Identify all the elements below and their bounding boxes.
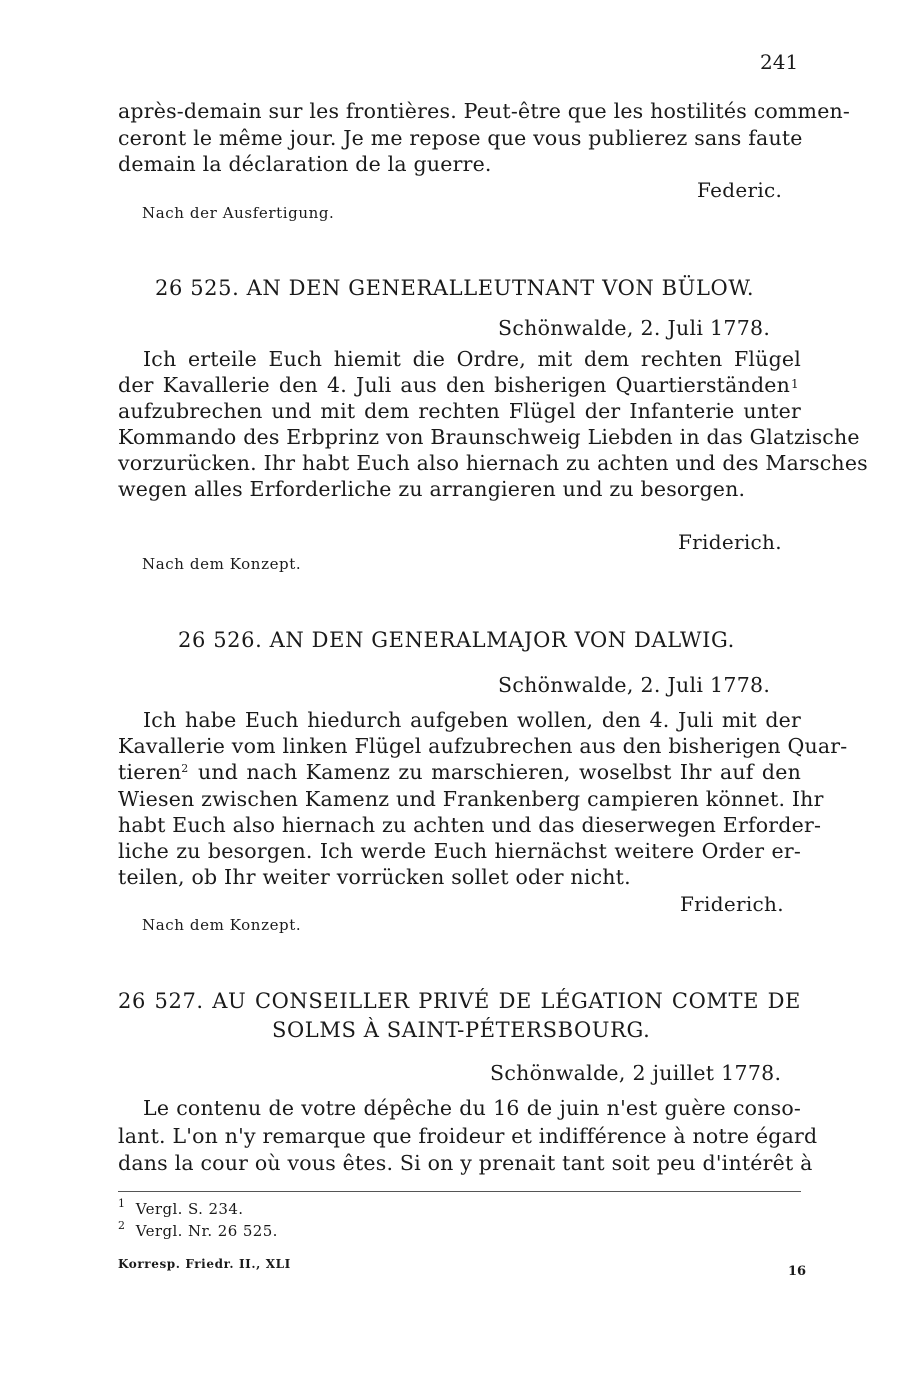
text-line: habt Euch also hiernach zu achten und das dieserwegen Erforder- [118, 813, 822, 837]
letter-heading: 26 527. AU CONSEILLER PRIVÉ DE LÉGATION COMTE DE [118, 989, 801, 1013]
footnote [118, 1219, 278, 1240]
footnote-ref: 2 [181, 762, 189, 775]
source-note: Nach dem Konzept. [142, 916, 302, 934]
source-note: Nach der Ausfertigung. [142, 204, 335, 222]
text-line: tieren$^2$ [118, 760, 189, 784]
text-line: Kavallerie vom linken Flügel aufzubrechen aus den bisherigen Quar- [118, 734, 848, 758]
place-date: Schönwalde, 2. Juli 1778. [498, 673, 771, 697]
text-line: vorzurücken. Ihr habt Euch also hiernach zu achten und des Marsches [118, 451, 868, 475]
text-line: Le contenu de votre dépêche du 16 de juin n'est guère conso- [143, 1096, 801, 1120]
signature: Friderich. [680, 892, 784, 916]
footnote-divider [118, 1191, 801, 1192]
text-line: Kommando des Erbprinz von Braunschweig Liebden in das Glatzische [118, 425, 860, 449]
footnote-mark: 1 [118, 1197, 126, 1210]
text-line: après-demain sur les frontières. Peut-être que les hostilités commen- [118, 99, 851, 123]
footnote-text: Vergl. Nr. 26 525. [135, 1222, 278, 1240]
text-line: wegen alles Erforderliche zu arrangieren und zu besorgen. [118, 477, 746, 501]
text-line: und nach Kamenz zu marschieren, woselbst Ihr auf den [198, 760, 801, 784]
text-line: Ich habe Euch hiedurch aufgeben wollen, den 4. Juli mit der [143, 708, 801, 732]
source-note: Nach dem Konzept. [142, 555, 302, 573]
signature-mark: Korresp. Friedr. II., XLI [118, 1257, 291, 1271]
text-line: Wiesen zwischen Kamenz und Frankenberg campieren könnet. Ihr [118, 787, 824, 811]
footnote-text: Vergl. S. 234. [135, 1200, 244, 1218]
text-line: Ich erteile Euch hiemit die Ordre, mit dem rechten Flügel [143, 347, 801, 371]
text-line: der Kavallerie den 4. Juli aus den bisherigen Quartierständen [118, 373, 790, 397]
place-date: Schönwalde, 2. Juli 1778. [498, 316, 771, 340]
signature: Friderich. [678, 530, 782, 554]
footnote [118, 1197, 244, 1218]
text-line: lant. L'on n'y remarque que froideur et indifférence à notre égard [118, 1124, 818, 1148]
letter-heading: SOLMS À SAINT-PÉTERSBOURG. [272, 1018, 651, 1042]
text-line: liche zu besorgen. Ich werde Euch hiernächst weitere Order er- [118, 839, 801, 863]
sheet-number: 16 [788, 1264, 807, 1279]
letter-heading: 26 526. AN DEN GENERALMAJOR VON DALWIG. [178, 628, 735, 652]
signature: Federic. [697, 178, 783, 202]
letter-heading: 26 525. AN DEN GENERALLEUTNANT VON BÜLOW. [155, 276, 755, 300]
document-page: 241 après-demain sur les frontières. Peut-être que les hostilités commen- ceront le même jour. Je me repose que vous publierez sans faute demain la déclaration de la guerre. Federic. Nach der Ausfertigung. 26 525. AN DEN GENERALLEUTNANT VON BÜLOW. Schönwalde, 2. Juli 1778. Ich erteile Euch hiemit die Ordre, mit dem rechten Flügel der Kavallerie den 4. Juli aus den bisherigen Quartierständen 1 aufzubrechen und mit dem rechten Flügel der Infanterie unter Kommando des Erbprinz von Braunschweig Liebden in das Glatzische vorzurücken. Ihr habt Euch also hiernach zu achten und des Marsches wegen alles Erforderliche zu arrangieren und zu besorgen. Friderich. Nach dem Konzept. 26 526. AN DEN GENERALMAJOR VON DALWIG. Schönwalde, 2. Juli 1778. Ich habe Euch hiedurch aufgeben wollen, den 4. Juli mit der Kavallerie vom linken Flügel aufzubrechen aus den bisherigen Quar- tieren$^2$ und nach Kamenz zu marschieren, woselbst Ihr auf den Wiesen zwischen Kamenz und Frankenberg campieren könnet. Ihr habt Euch also hiernach zu achten und das dieserwegen Erforder- liche zu besorgen. Ich werde Euch hiernächst weitere Order er- teilen, ob Ihr weiter vorrücken sollet oder nicht. Friderich. Nach dem Konzept. 26 527. AU CONSEILLER PRIVÉ DE LÉGATION COMTE DE SOLMS À SAINT-PÉTERSBOURG. Schönwalde, 2 juillet 1778. Le contenu de votre dépêche du 16 de juin n'est guère conso- lant. L'on n'y remarque que froideur et indifférence à notre égard dans la cour où vous êtes. Si on y prenait tant soit peu d'intérêt à $^1$ Vergl. S. 234. $^2$ Vergl. Nr. 26 525. Korresp. Friedr. II., XLI 16 [118, 50, 868, 1279]
place-date: Schönwalde, 2 juillet 1778. [490, 1061, 782, 1085]
text-line: demain la déclaration de la guerre. [118, 152, 492, 176]
text-line: dans la cour où vous êtes. Si on y prenait tant soit peu d'intérêt à [118, 1151, 813, 1175]
text-line: ceront le même jour. Je me repose que vous publierez sans faute [118, 126, 803, 150]
text-line: teilen, ob Ihr weiter vorrücken sollet oder nicht. [118, 865, 631, 889]
footnote-mark: 2 [118, 1219, 126, 1232]
page-number: 241 [760, 50, 799, 74]
text-line: aufzubrechen und mit dem rechten Flügel der Infanterie unter [118, 399, 801, 423]
